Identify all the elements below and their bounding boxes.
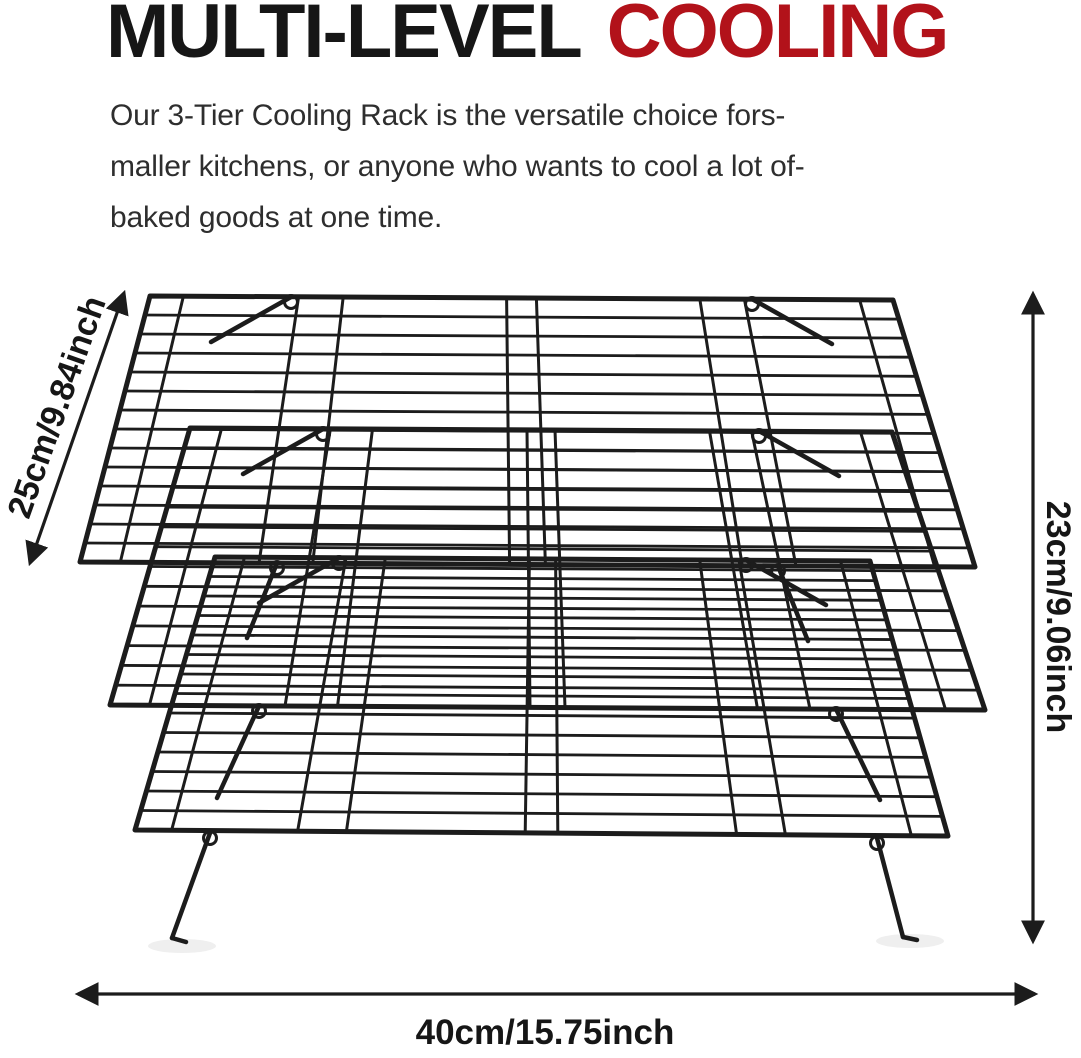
- description-line-3: baked goods at one time.: [110, 201, 443, 234]
- leg-shadow-right: [876, 934, 944, 948]
- page-title-cooling: COOLING: [606, 0, 948, 74]
- cooling-rack-wireframe: [80, 296, 985, 943]
- description-line-2: maller kitchens, or anyone who wants to cool a lot of-: [110, 150, 805, 183]
- width-dimension-label: 40cm/15.75inch: [415, 1013, 675, 1052]
- height-dimension-label: 23cm/9.06inch: [1039, 500, 1077, 734]
- depth-dimension-label: 25cm/9.84inch: [0, 291, 114, 523]
- description-line-1: Our 3-Tier Cooling Rack is the versatile choice fors-: [110, 99, 786, 132]
- page-title-multilevel: MULTI-LEVEL: [106, 0, 581, 74]
